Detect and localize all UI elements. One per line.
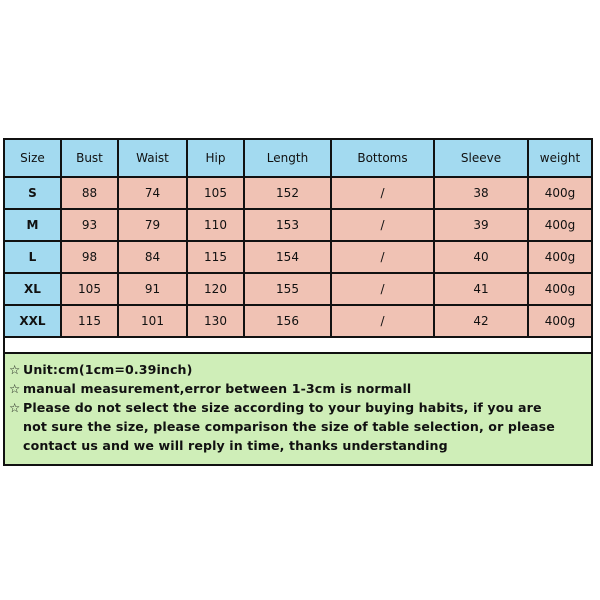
header-sleeve: Sleeve xyxy=(434,140,528,177)
size-cell: L xyxy=(5,241,61,273)
note-unit-text: Unit:cm(1cm=0.39inch) xyxy=(23,362,193,377)
bust-cell: 93 xyxy=(61,209,118,241)
bottoms-cell: / xyxy=(331,241,434,273)
weight-cell: 400g xyxy=(528,305,591,337)
weight-cell: 400g xyxy=(528,177,591,209)
bust-cell: 115 xyxy=(61,305,118,337)
waist-cell: 79 xyxy=(118,209,187,241)
header-length: Length xyxy=(244,140,331,177)
bottoms-cell: / xyxy=(331,273,434,305)
header-size: Size xyxy=(5,140,61,177)
star-icon: ☆ xyxy=(9,362,21,377)
bottoms-cell: / xyxy=(331,209,434,241)
hip-cell: 105 xyxy=(187,177,244,209)
sleeve-cell: 39 xyxy=(434,209,528,241)
length-cell: 152 xyxy=(244,177,331,209)
table-row xyxy=(5,273,591,305)
note-measurement-text: manual measurement,error between 1-3cm is normall xyxy=(23,381,412,396)
bottoms-cell: / xyxy=(331,305,434,337)
waist-cell: 74 xyxy=(118,177,187,209)
header-weight: weight xyxy=(528,140,591,177)
notes-panel xyxy=(5,352,591,464)
bust-cell: 105 xyxy=(61,273,118,305)
weight-cell: 400g xyxy=(528,209,591,241)
table-row xyxy=(5,177,591,209)
waist-cell: 84 xyxy=(118,241,187,273)
table-row xyxy=(5,209,591,241)
sleeve-cell: 42 xyxy=(434,305,528,337)
table-header-row xyxy=(5,140,591,177)
note-advice-text-1: Please do not select the size according to your buying habits, if you are xyxy=(23,400,542,415)
hip-cell: 120 xyxy=(187,273,244,305)
size-chart xyxy=(3,138,593,466)
table-row xyxy=(5,305,591,337)
star-icon: ☆ xyxy=(9,400,21,415)
sleeve-cell: 40 xyxy=(434,241,528,273)
size-table xyxy=(5,140,591,338)
size-cell: XL xyxy=(5,273,61,305)
length-cell: 154 xyxy=(244,241,331,273)
hip-cell: 110 xyxy=(187,209,244,241)
table-row xyxy=(5,241,591,273)
weight-cell: 400g xyxy=(528,273,591,305)
length-cell: 153 xyxy=(244,209,331,241)
header-waist: Waist xyxy=(118,140,187,177)
length-cell: 155 xyxy=(244,273,331,305)
note-unit xyxy=(9,360,591,379)
note-advice-line-3: contact us and we will reply in time, thanks understanding xyxy=(23,438,448,453)
bust-cell: 88 xyxy=(61,177,118,209)
length-cell: 156 xyxy=(244,305,331,337)
weight-cell: 400g xyxy=(528,241,591,273)
star-icon: ☆ xyxy=(9,381,21,396)
note-advice-line-2: not sure the size, please comparison the size of table selection, or please xyxy=(23,419,555,434)
header-bottoms: Bottoms xyxy=(331,140,434,177)
sleeve-cell: 41 xyxy=(434,273,528,305)
hip-cell: 130 xyxy=(187,305,244,337)
note-advice xyxy=(9,398,591,417)
hip-cell: 115 xyxy=(187,241,244,273)
bust-cell: 98 xyxy=(61,241,118,273)
size-cell: M xyxy=(5,209,61,241)
waist-cell: 91 xyxy=(118,273,187,305)
bottoms-cell: / xyxy=(331,177,434,209)
header-bust: Bust xyxy=(61,140,118,177)
note-measurement xyxy=(9,379,591,398)
waist-cell: 101 xyxy=(118,305,187,337)
size-cell: XXL xyxy=(5,305,61,337)
sleeve-cell: 38 xyxy=(434,177,528,209)
header-hip: Hip xyxy=(187,140,244,177)
size-cell: S xyxy=(5,177,61,209)
